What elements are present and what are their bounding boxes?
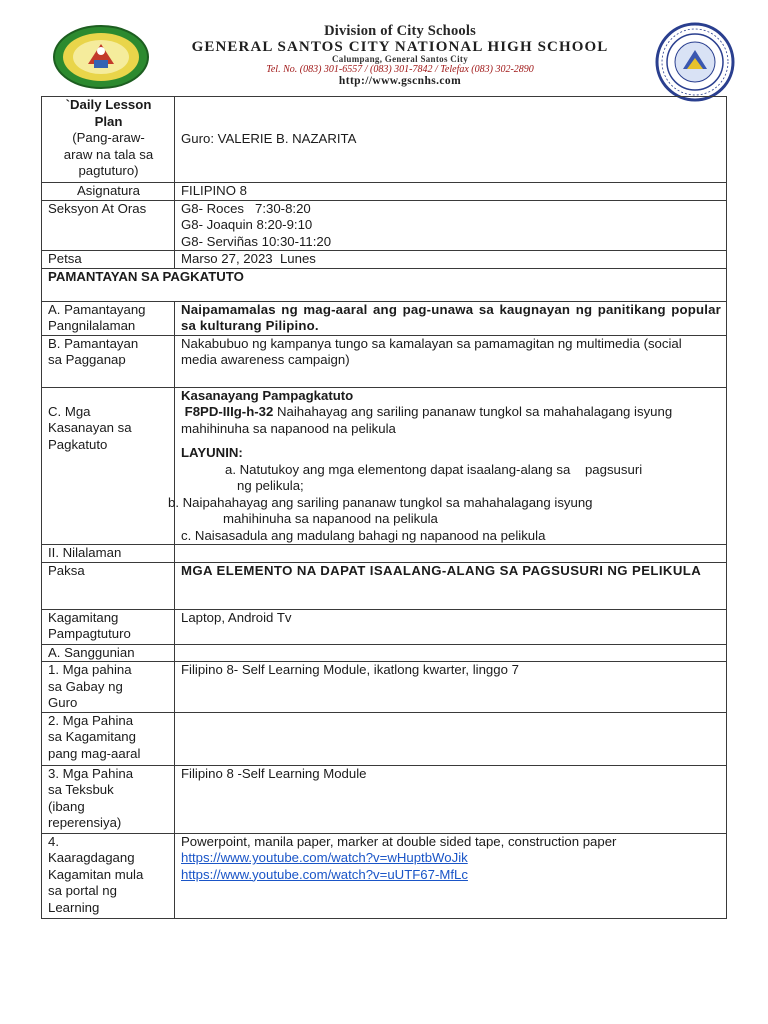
competencies-label-2: Kasanayan sa [48,420,132,435]
competencies-heading: Kasanayang Pampagkatuto [181,387,354,403]
subject-label: Asignatura [42,183,175,201]
textbook-label-1: 3. Mga Pahina [48,765,134,781]
table-row [42,765,727,833]
textbook-label-3: (ibang [48,798,85,814]
lesson-plan-table [41,96,727,919]
teacher-guide-label-1: 1. Mga pahina [48,662,132,677]
school-address: Calumpang, General Santos City [331,54,468,64]
plan-title-cell [42,97,175,183]
textbook-label-4: reperensiya) [48,815,122,830]
textbook-label-2: sa Teksbuk [48,782,114,797]
learner-material-label-3: pang mag-aaral [48,745,141,761]
learner-material-label [42,712,175,765]
learner-material-label-2: sa Kagamitang [48,729,136,744]
competencies-label-3: Pagkatuto [48,436,108,452]
objectives-heading: LAYUNIN: [181,445,243,460]
performance-standard-label-1: B. Pamantayan [48,335,139,351]
learner-material-empty [175,712,727,765]
teacher-guide-label-2: sa Gabay ng [48,678,123,694]
objective-c: c. Naisasadula ang madulang bahagi ng napanood na pelikula [181,527,546,543]
youtube-link-1[interactable]: https://www.youtube.com/watch?v=wHuptbWoJik [181,850,468,865]
additional-materials-text: Powerpoint, manila paper, marker at double sided tape, construction paper [181,833,617,849]
references-label: A. Sanggunian [42,644,175,662]
table-row [42,609,727,644]
deped-seal-icon [654,22,736,102]
materials-value: Laptop, Android Tv [175,609,727,644]
competency-text: Naihahayag ang sariling pananaw tungkol sa mahahalagang isyung mahihinuha sa napanood na pelikula [181,404,673,436]
teacher-guide-label [42,662,175,713]
plan-subtitle-3: pagtuturo) [78,163,139,178]
content-standard-label-2: Pangnilalaman [48,318,136,333]
table-row [42,251,727,269]
table-row [42,268,727,301]
content-standard-value: Naipamamalas ng mag-aaral ang pag-unawa sa kaugnayan ng panitikang popular sa kulturang Pilipino. [175,301,727,335]
learning-standards-header: PAMANTAYAN SA PAGKATUTO [42,268,727,301]
table-row [42,183,727,201]
section-joaquin: G8- Joaquin 8:20-9:10 [181,217,313,232]
plan-subtitle: (Pang-araw- [72,130,145,145]
section-roces: G8- Roces 7:30-8:20 [181,200,311,216]
additional-materials-label-5: Learning [48,899,100,915]
additional-materials-label-1: 4. [48,833,59,849]
content-standard-label [42,301,175,335]
section-servinas: G8- Serviñas 10:30-11:20 [181,233,332,249]
table-row [42,200,727,251]
materials-label [42,609,175,644]
table-row [42,833,727,918]
objective-a-cont: ng pelikula; [237,478,304,493]
objective-b-cont: mahihinuha sa napanood na pelikula [223,511,438,526]
additional-materials-label [42,833,175,918]
table-row [42,712,727,765]
topic-value: MGA ELEMENTO NA DAPAT ISAALANG-ALANG SA PAGSUSURI NG PELIKULA [175,562,727,609]
table-row [42,387,727,545]
teacher-guide-label-3: Guro [48,695,78,710]
plan-title: `Daily Lesson [65,97,152,112]
school-name: GENERAL SANTOS CITY NATIONAL HIGH SCHOOL [191,39,609,55]
plan-title-2: Plan [94,113,123,129]
section-values [175,200,727,251]
additional-materials-value [175,833,727,918]
spacer [181,437,721,445]
table-row [42,335,727,387]
letterhead-text [150,24,650,87]
table-row [42,562,727,609]
content-empty [175,545,727,563]
letterhead [0,0,768,92]
table-row [42,97,727,183]
school-contact: Tel. No. (083) 301-6557 / (083) 301-7842 / Telefax (083) 302-2890 [266,64,534,75]
competencies-label [42,387,175,545]
date-value: Marso 27, 2023 Lunes [175,251,727,269]
textbook-value: Filipino 8 -Self Learning Module [175,765,727,833]
materials-label-2: Pampagtuturo [48,626,131,641]
competencies-label-1: C. Mga [48,403,91,419]
subject-value: FILIPINO 8 [175,183,727,201]
content-label: II. Nilalaman [42,545,175,563]
plan-subtitle-2: araw na tala sa [63,146,154,162]
additional-materials-label-3: Kagamitan mula [48,866,144,882]
learner-material-label-1: 2. Mga Pahina [48,712,134,728]
competency-statement [181,404,721,437]
table-row [42,301,727,335]
section-label: Seksyon At Oras [42,200,175,251]
school-seal-icon [52,24,150,90]
objective-a: a. Natutukoy ang mga elementong dapat isaalang-alang sa pagsusuri [225,461,643,477]
topic-label: Paksa [42,562,175,609]
textbook-label [42,765,175,833]
teacher-guide-value: Filipino 8- Self Learning Module, ikatlong kwarter, linggo 7 [175,662,727,713]
objective-b: b. Naipahahayag ang sariling pananaw tungkol sa mahahalagang isyung [168,494,593,510]
additional-materials-label-2: Kaaragdagang [48,850,135,865]
table-row [42,644,727,662]
date-label: Petsa [42,251,175,269]
teacher-name: Guro: VALERIE B. NAZARITA [181,131,357,147]
competency-code: F8PD-IIIg-h-32 [181,404,274,419]
references-empty [175,644,727,662]
performance-standard-label-2: sa Pagganap [48,352,126,367]
youtube-link-2[interactable]: https://www.youtube.com/watch?v=uUTF67-MfLc [181,866,468,882]
teacher-cell [175,97,727,183]
table-row [42,662,727,713]
school-website: http://www.gscnhs.com [338,75,462,87]
materials-label-1: Kagamitang [48,609,119,625]
additional-materials-label-4: sa portal ng [48,883,117,898]
content-standard-label-1: A. Pamantayang [48,301,146,317]
table-row [42,545,727,563]
competencies-value [168,387,727,545]
division-name: Division of City Schools [324,23,476,39]
performance-standard-value: Nakabubuo ng kampanya tungo sa kamalayan sa pamamagitan ng multimedia (social media awareness campaign) [175,335,727,387]
performance-standard-label [42,335,175,387]
